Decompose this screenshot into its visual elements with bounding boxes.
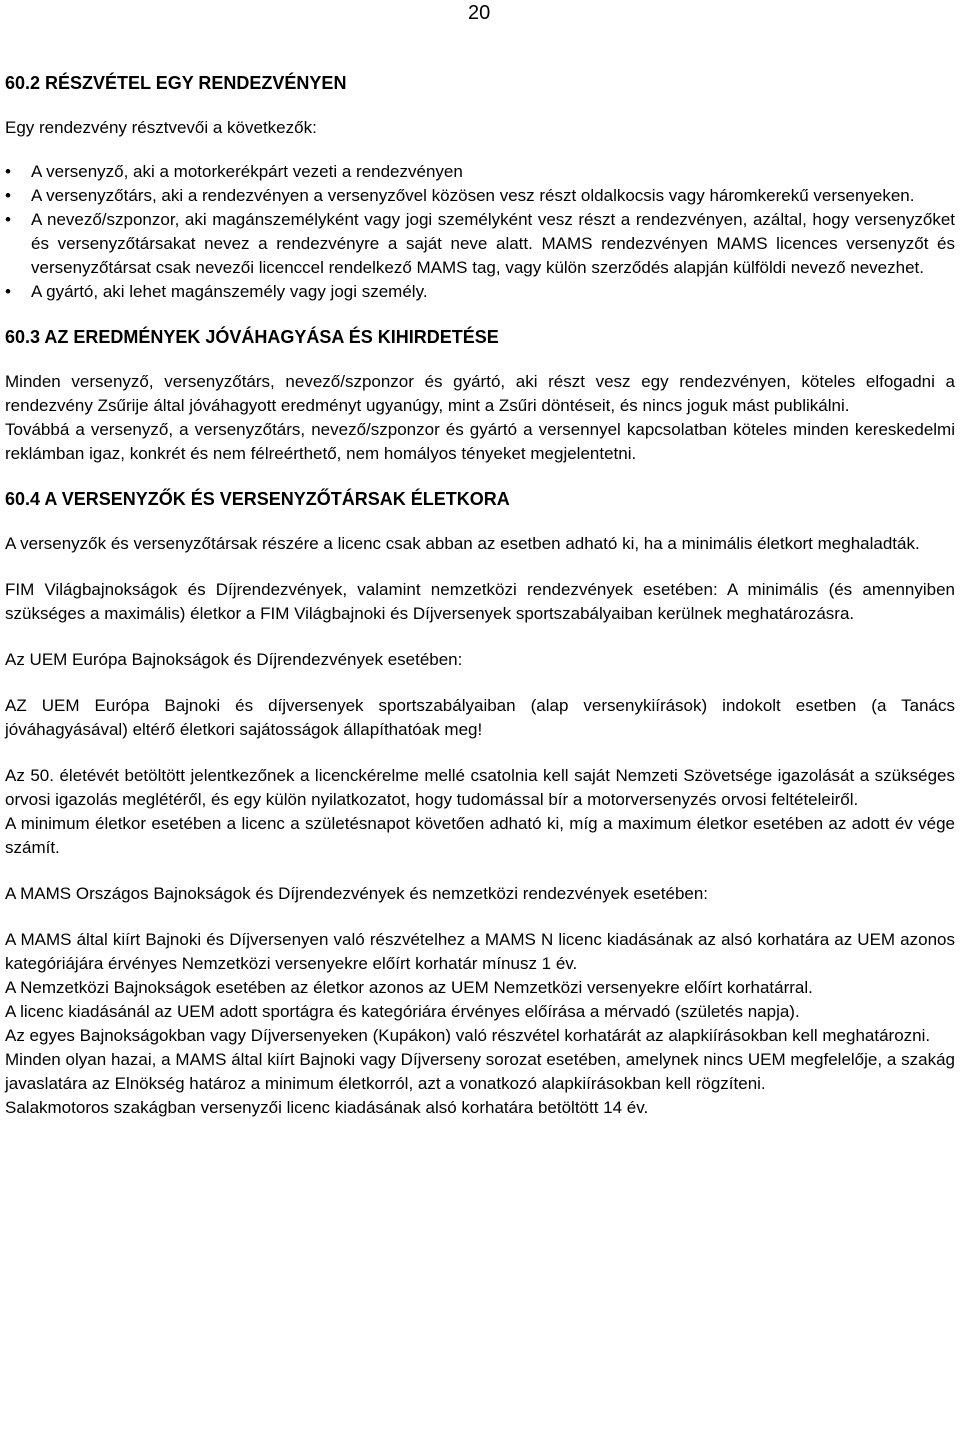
paragraph: Salakmotoros szakágban versenyzői licenc kiadásának alsó korhatára betöltött 14 év. xyxy=(5,1098,649,1117)
paragraph: Az 50. életévét betöltött jelentkezőnek a licenckérelme mellé csatolnia kell saját Nemzeti Szövetsége igazolását a szükséges orvosi igazolás meglétéről, és egy külön nyilatkozatot, hogy tudomással bír a motorversenyzés orvosi feltételeiről. xyxy=(5,766,955,809)
paragraph: A Nemzetközi Bajnokságok esetében az életkor azonos az UEM Nemzetközi versenyekre előírt korhatárral. xyxy=(5,978,813,997)
paragraph: A minimum életkor esetében a licenc a születésnapot követően adható ki, míg a maximum életkor esetében az adott év vége számít. xyxy=(5,814,955,857)
paragraph: Az UEM Európa Bajnokságok és Díjrendezvények esetében: xyxy=(5,650,463,669)
participants-list xyxy=(5,160,955,304)
section-intro: Egy rendezvény résztvevői a következők: xyxy=(5,118,317,137)
paragraph: A MAMS Országos Bajnokságok és Díjrendezvények és nemzetközi rendezvények esetében: xyxy=(5,884,709,903)
list-item: • A versenyző, aki a motorkerékpárt vezeti a rendezvényen xyxy=(5,160,955,184)
paragraph: Továbbá a versenyző, a versenyzőtárs, nevező/szponzor és gyártó a versennyel kapcsolatban köteles minden kereskedelmi reklámban igaz, konkrét és nem félreérthető, nem homályos tényeket megjelentetni. xyxy=(5,420,955,463)
paragraph: Minden versenyző, versenyzőtárs, nevező/szponzor és gyártó, aki részt vesz egy rendezvényen, köteles elfogadni a rendezvény Zsűrije által jóváhagyott eredményt ugyanúgy, mint a Zsűri döntéseit, és nincs joguk mást publikálni. xyxy=(5,372,955,415)
section-heading-60-4: 60.4 A VERSENYZŐK ÉS VERSENYZŐTÁRSAK ÉLETKORA xyxy=(5,489,510,509)
list-item: • A versenyzőtárs, aki a rendezvényen a versenyzővel közösen vesz részt oldalkocsis vagy háromkerekű versenyeken. xyxy=(5,184,955,208)
section-heading-60-3: 60.3 AZ EREDMÉNYEK JÓVÁHAGYÁSA ÉS KIHIRDETÉSE xyxy=(5,327,499,347)
paragraph: Az egyes Bajnokságokban vagy Díjversenyeken (Kupákon) való részvétel korhatárát az alapkiírásokban kell meghatározni. xyxy=(5,1026,931,1045)
paragraph: FIM Világbajnokságok és Díjrendezvények, valamint nemzetközi rendezvények esetében: A minimális (és amennyiben szükséges a maximális) életkor a FIM Világbajnoki és Díjversenyek sportszabályaiban kerülnek meghatározásra. xyxy=(5,580,955,623)
list-item: • A gyártó, aki lehet magánszemély vagy jogi személy. xyxy=(5,280,955,304)
section-heading-60-2: 60.2 RÉSZVÉTEL EGY RENDEZVÉNYEN xyxy=(5,73,347,93)
paragraph: Minden olyan hazai, a MAMS által kiírt Bajnoki vagy Díjverseny sorozat esetében, amelynek nincs UEM megfelelője, a szakág javaslatára az Elnökség határoz a minimum életkorról, azt a vonatkozó alapkiírásokban kell rögzíteni. xyxy=(5,1050,955,1093)
list-item: • A nevező/szponzor, aki magánszemélyként vagy jogi személyként vesz részt a rendezvényen, azáltal, hogy versenyzőket és versenyzőtársakat nevez a rendezvényre a saját neve alatt. MAMS rendezvényen MAMS licences versenyzőt és versenyzőtársat csak nevezői licenccel rendelkező MAMS tag, vagy külön szerződés alapján külföldi nevező nevezhet. xyxy=(5,208,955,280)
paragraph: A licenc kiadásánál az UEM adott sportágra és kategóriára érvényes előírása a mérvadó (születés napja). xyxy=(5,1002,800,1021)
paragraph: AZ UEM Európa Bajnoki és díjversenyek sportszabályaiban (alap versenykiírások) indokolt esetben (a Tanács jóváhagyásával) eltérő életkori sajátosságok állapíthatóak meg! xyxy=(5,696,955,739)
page-number-text: 20 xyxy=(468,2,491,24)
paragraph: A MAMS által kiírt Bajnoki és Díjversenyen való részvételhez a MAMS N licenc kiadásának az alsó korhatára az UEM azonos kategóriájára érvényes Nemzetközi versenyekre előírt korhatár mínusz 1 év. xyxy=(5,930,955,973)
document-body xyxy=(5,70,955,1120)
paragraph: A versenyzők és versenyzőtársak részére a licenc csak abban az esetben adható ki, ha a minimális életkort meghaladták. xyxy=(5,534,920,553)
